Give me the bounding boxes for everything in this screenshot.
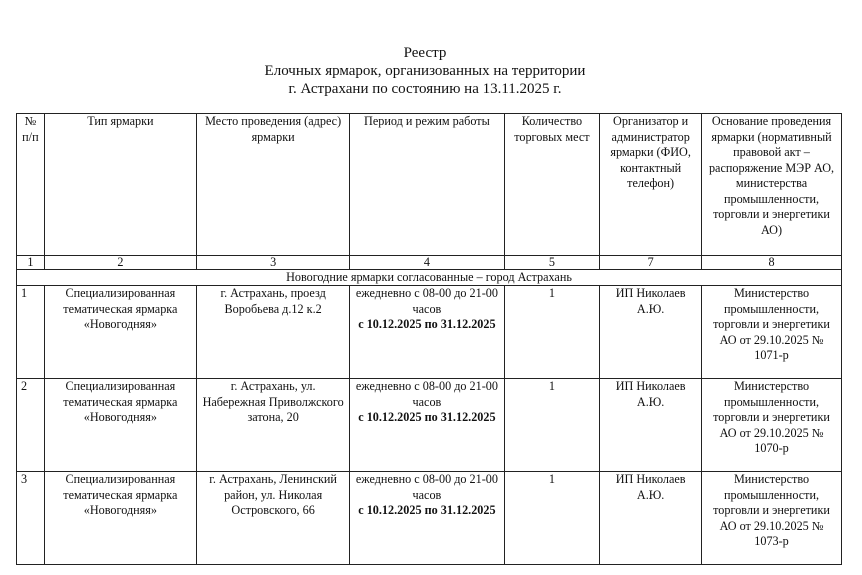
table-row [17, 472, 842, 565]
organizer: ИП Николаев А.Ю. [600, 379, 702, 472]
header-organizer: Организатор и администратор ярмарки (ФИО, контактный телефон) [600, 114, 702, 256]
fair-period [350, 286, 504, 379]
fair-period [350, 472, 504, 565]
fair-type: Специализированная тематическая ярмарка «Новогодняя» [44, 472, 196, 565]
row-number: 3 [17, 472, 45, 565]
table-row [17, 379, 842, 472]
fair-place: г. Астрахань, Ленинский район, ул. Николая Островского, 66 [197, 472, 350, 565]
fair-dates: с 10.12.2025 по 31.12.2025 [358, 410, 496, 424]
column-number: 5 [504, 256, 600, 270]
basis: Министерство промышленности, торговли и энергетики АО от 29.10.2025 № 1071-р [702, 286, 842, 379]
organizer: ИП Николаев А.Ю. [600, 472, 702, 565]
fair-type: Специализированная тематическая ярмарка «Новогодняя» [44, 379, 196, 472]
table-row [17, 286, 842, 379]
column-number: 3 [197, 256, 350, 270]
section-row [17, 270, 842, 286]
column-numbers-row [17, 256, 842, 270]
header-place: Место проведения (адрес) ярмарки [197, 114, 350, 256]
fair-place: г. Астрахань, ул. Набережная Приволжского затона, 20 [197, 379, 350, 472]
row-number: 2 [17, 379, 45, 472]
column-number: 4 [350, 256, 504, 270]
header-number: № п/п [17, 114, 45, 256]
document-title [0, 44, 850, 98]
places-count: 1 [504, 286, 600, 379]
fair-schedule: ежедневно с 08-00 до 21-00 часов [355, 472, 498, 502]
fair-period [350, 379, 504, 472]
title-line-3: г. Астрахани по состоянию на 13.11.2025 г. [288, 81, 562, 97]
section-title: Новогодние ярмарки согласованные – город Астрахань [17, 270, 842, 286]
column-number: 8 [702, 256, 842, 270]
fair-place: г. Астрахань, проезд Воробьева д.12 к.2 [197, 286, 350, 379]
header-fair-type: Тип ярмарки [44, 114, 196, 256]
column-number: 7 [600, 256, 702, 270]
organizer: ИП Николаев А.Ю. [600, 286, 702, 379]
fair-schedule: ежедневно с 08-00 до 21-00 часов [355, 379, 498, 409]
fair-type: Специализированная тематическая ярмарка «Новогодняя» [44, 286, 196, 379]
fair-registry-table [16, 113, 842, 565]
fair-schedule: ежедневно с 08-00 до 21-00 часов [355, 286, 498, 316]
header-row [17, 114, 842, 256]
header-period: Период и режим работы [350, 114, 504, 256]
title-line-1: Реестр [403, 45, 447, 61]
column-number: 1 [17, 256, 45, 270]
fair-dates: с 10.12.2025 по 31.12.2025 [358, 317, 496, 331]
basis: Министерство промышленности, торговли и энергетики АО от 29.10.2025 № 1073-р [702, 472, 842, 565]
basis: Министерство промышленности, торговли и энергетики АО от 29.10.2025 № 1070-р [702, 379, 842, 472]
places-count: 1 [504, 472, 600, 565]
header-basis: Основание проведения ярмарки (нормативный правовой акт – распоряжение МЭР АО, министерства промышленности, торговли и энергетики АО) [702, 114, 842, 256]
column-number: 2 [44, 256, 196, 270]
places-count: 1 [504, 379, 600, 472]
title-line-2: Елочных ярмарок, организованных на территории [264, 63, 586, 79]
header-places-count: Количество торговых мест [504, 114, 600, 256]
row-number: 1 [17, 286, 45, 379]
fair-dates: с 10.12.2025 по 31.12.2025 [358, 503, 496, 517]
